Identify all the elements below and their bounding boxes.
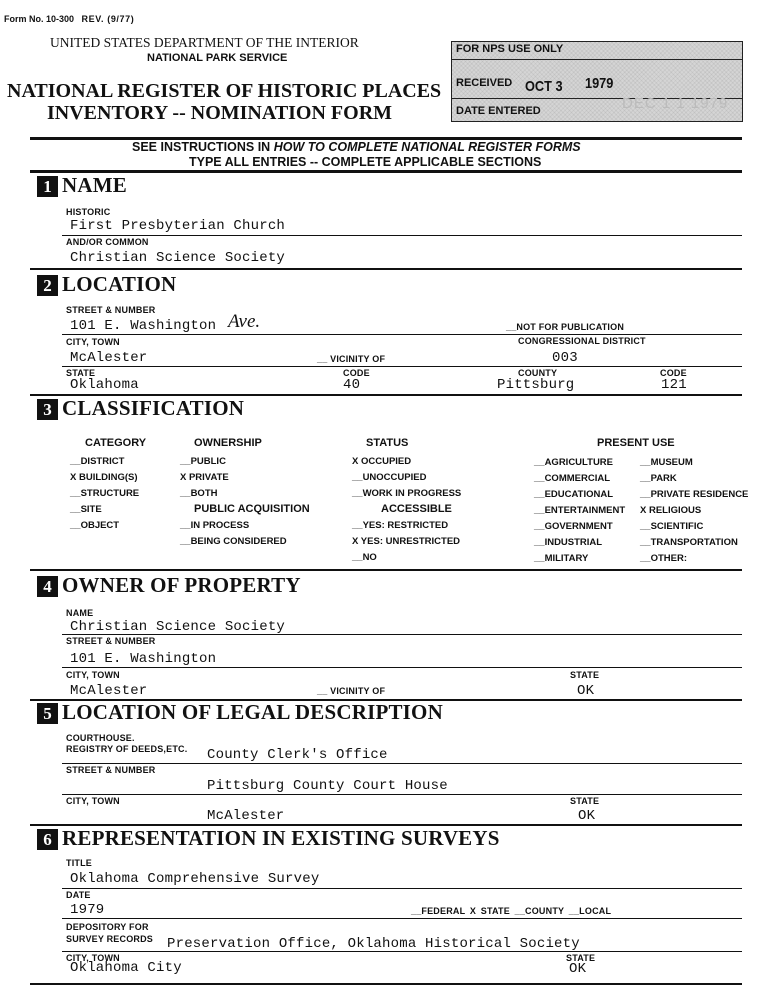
owner-street-label: STREET & NUMBER: [66, 636, 156, 646]
owner-state-label: STATE: [570, 670, 600, 680]
legal-state-label: STATE: [570, 796, 600, 806]
category-buildings: X BUILDING(S): [70, 472, 138, 483]
location-street-handwritten: Ave.: [228, 311, 261, 332]
depository-label-1: DEPOSITORY FOR: [66, 922, 149, 932]
location-vicinity: __ VICINITY OF: [317, 354, 386, 364]
survey-city: Oklahoma City: [70, 960, 182, 976]
received-year-stamp: 1979: [585, 75, 614, 92]
ownership-heading: OWNERSHIP: [194, 437, 262, 449]
location-street-label: STREET & NUMBER: [66, 305, 156, 315]
use-industrial: __INDUSTRIAL: [534, 537, 603, 548]
use-transportation: __TRANSPORTATION: [640, 537, 738, 548]
common-name-label: AND/OR COMMON: [66, 237, 149, 247]
historic-label: HISTORIC: [66, 207, 111, 217]
use-park: __PARK: [640, 473, 677, 484]
section-title-owner: OWNER OF PROPERTY: [62, 573, 301, 597]
category-structure: __STRUCTURE: [70, 488, 140, 499]
ownership-private: X PRIVATE: [180, 472, 229, 483]
instructions-line-2: TYPE ALL ENTRIES -- COMPLETE APPLICABLE SECTIONS: [189, 155, 542, 169]
section-title-classification: CLASSIFICATION: [62, 396, 245, 420]
use-other: __OTHER:: [640, 553, 687, 564]
section-number-3: 3: [37, 399, 58, 420]
category-heading: CATEGORY: [85, 437, 147, 449]
owner-name-label: NAME: [66, 608, 94, 618]
ownership-both: __BOTH: [180, 488, 218, 499]
location-street: 101 E. Washington: [70, 318, 217, 334]
section-title-name: NAME: [62, 173, 127, 197]
county-code-label: CODE: [660, 368, 687, 378]
location-city-label: CITY, TOWN: [66, 337, 120, 347]
survey-city-label: CITY, TOWN: [66, 953, 120, 963]
courthouse-label: COURTHOUSE.: [66, 733, 135, 743]
use-educational: __EDUCATIONAL: [534, 489, 613, 500]
county: Pittsburg: [497, 377, 575, 393]
accessible-restricted: __YES: RESTRICTED: [352, 520, 449, 531]
survey-date-label: DATE: [66, 890, 91, 900]
county-label: COUNTY: [518, 368, 558, 378]
survey-title: Oklahoma Comprehensive Survey: [70, 871, 320, 887]
use-military: __MILITARY: [534, 553, 589, 564]
received-date-stamp: OCT 3: [525, 78, 563, 95]
legal-street-label: STREET & NUMBER: [66, 765, 156, 775]
survey-date: 1979: [70, 902, 105, 918]
use-scientific: __SCIENTIFIC: [640, 521, 704, 532]
owner-city-label: CITY, TOWN: [66, 670, 120, 680]
owner-name: Christian Science Society: [70, 619, 286, 635]
not-for-publication: __NOT FOR PUBLICATION: [506, 322, 625, 332]
location-city: McAlester: [70, 350, 148, 366]
use-government: __GOVERNMENT: [534, 521, 613, 532]
present-use-heading: PRESENT USE: [597, 437, 675, 449]
congressional-district: 003: [552, 350, 578, 366]
accessible-heading: ACCESSIBLE: [381, 503, 452, 515]
location-state-label: STATE: [66, 368, 96, 378]
category-object: __OBJECT: [70, 520, 120, 531]
common-name: Christian Science Society: [70, 250, 286, 266]
owner-vicinity: __ VICINITY OF: [317, 686, 386, 696]
public-acquisition-heading: PUBLIC ACQUISITION: [194, 503, 310, 515]
owner-state: OK: [577, 683, 595, 699]
nps-use-only-box: [451, 41, 743, 122]
legal-street: Pittsburg County Court House: [207, 778, 448, 794]
service-name: NATIONAL PARK SERVICE: [147, 52, 288, 64]
category-district: __DISTRICT: [70, 456, 125, 467]
status-work-in-progress: __WORK IN PROGRESS: [352, 488, 462, 499]
department-name: UNITED STATES DEPARTMENT OF THE INTERIOR: [50, 35, 359, 50]
form-title-line-1: NATIONAL REGISTER OF HISTORIC PLACES: [7, 80, 442, 102]
use-entertainment: __ENTERTAINMENT: [534, 505, 626, 516]
use-agriculture: __AGRICULTURE: [534, 457, 613, 468]
depository-label-2: SURVEY RECORDS: [66, 934, 153, 944]
survey-state: OK: [569, 961, 587, 977]
state-code: 40: [343, 377, 361, 393]
section-title-surveys: REPRESENTATION IN EXISTING SURVEYS: [62, 826, 500, 850]
nps-use-label: FOR NPS USE ONLY: [456, 43, 564, 55]
owner-street: 101 E. Washington: [70, 651, 217, 667]
legal-state: OK: [578, 808, 596, 824]
accessible-unrestricted: X YES: UNRESTRICTED: [352, 536, 461, 547]
section-title-location: LOCATION: [62, 272, 177, 296]
received-label: RECEIVED: [456, 77, 513, 89]
historic-name: First Presbyterian Church: [70, 218, 286, 234]
status-unoccupied: __UNOCCUPIED: [352, 472, 427, 483]
ownership-public: __PUBLIC: [180, 456, 226, 467]
acquisition-being-considered: __BEING CONSIDERED: [180, 536, 287, 547]
use-private-residence: __PRIVATE RESIDENCE: [640, 489, 749, 500]
status-occupied: X OCCUPIED: [352, 456, 412, 467]
section-number-4: 4: [37, 576, 58, 597]
section-number-5: 5: [37, 703, 58, 724]
status-heading: STATUS: [366, 437, 409, 449]
owner-city: McAlester: [70, 683, 148, 699]
acquisition-in-process: __IN PROCESS: [180, 520, 250, 531]
category-site: __SITE: [70, 504, 102, 515]
depository: Preservation Office, Oklahoma Historical Society: [167, 936, 580, 952]
form-title-line-2: INVENTORY -- NOMINATION FORM: [47, 102, 393, 124]
registry-label: REGISTRY OF DEEDS,ETC.: [66, 744, 188, 754]
instructions-line-1: SEE INSTRUCTIONS IN HOW TO COMPLETE NATIONAL REGISTER FORMS: [132, 140, 581, 154]
survey-levels: __FEDERAL X STATE __COUNTY __LOCAL: [411, 906, 612, 916]
legal-city: McAlester: [207, 808, 285, 824]
use-commercial: __COMMERCIAL: [534, 473, 611, 484]
form-number: Form No. 10-300 REV. (9/77): [4, 14, 135, 24]
county-code: 121: [661, 377, 687, 393]
survey-state-label: STATE: [566, 953, 596, 963]
section-number-1: 1: [37, 176, 58, 197]
section-number-6: 6: [37, 829, 58, 850]
section-title-legal-description: LOCATION OF LEGAL DESCRIPTION: [62, 700, 443, 724]
use-museum: __MUSEUM: [640, 457, 693, 468]
use-religious: X RELIGIOUS: [640, 505, 702, 516]
congressional-district-label: CONGRESSIONAL DISTRICT: [518, 336, 646, 346]
location-state: Oklahoma: [70, 377, 139, 393]
courthouse: County Clerk's Office: [207, 747, 388, 763]
state-code-label: CODE: [343, 368, 370, 378]
section-number-2: 2: [37, 275, 58, 296]
date-entered-stamp: DEC 1 1 1979: [622, 95, 729, 112]
legal-city-label: CITY, TOWN: [66, 796, 120, 806]
date-entered-label: DATE ENTERED: [456, 105, 541, 117]
accessible-no: __NO: [352, 552, 377, 563]
survey-title-label: TITLE: [66, 858, 92, 868]
